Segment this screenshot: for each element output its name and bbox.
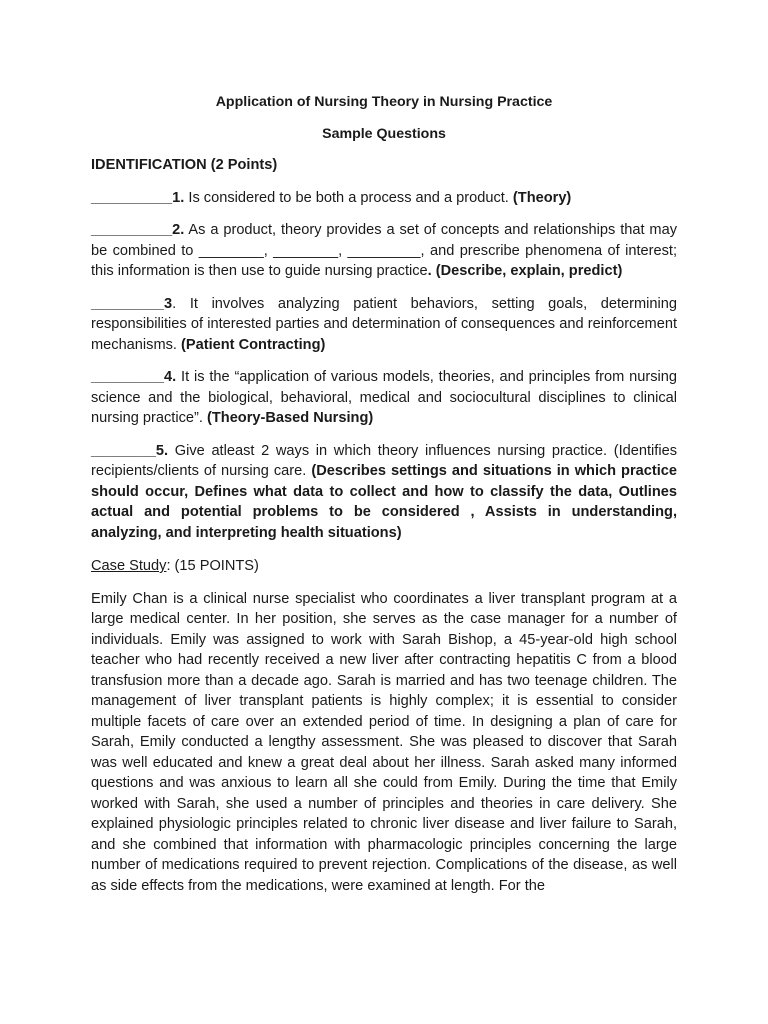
question-5: [91, 441, 677, 544]
document-subtitle: Sample Questions: [322, 125, 446, 142]
question-text: Give atleast 2 ways in which theory influences nursing practice. (Identifies recipients/clients of nursing care.: [91, 442, 677, 479]
question-blank: __________1.: [91, 189, 185, 206]
question-text: It is the “application of various models, theories, and principles from nursing science and the biological, behavioral, medical and sociocultural disciplines to clinical nursing practice”.: [91, 369, 677, 426]
case-study-points: : (15 POINTS): [166, 558, 259, 574]
case-study-paragraph: Emily Chan is a clinical nurse specialist who coordinates a liver transplant program at a large medical center. In her position, she serves as the case manager for a number of individuals. Emily was assigned to work with Sarah Bishop, a 45-year-old high school teacher who had recently received a new liver after contracting hepatitis C from a blood transfusion more than a decade ago. Sarah is married and has two teenage children. The management of liver transplant patients is highly complex; it is essential to consider multiple facets of care over an extended period of time. In designing a plan of care for Sarah, Emily conducted a lengthy assessment. She was pleased to discover that Sarah was well educated and knew a great deal about her illness. Sarah asked many informed questions and was anxious to learn all she could from Emily. During the time that Emily worked with Sarah, she used a number of principles and theories in care delivery. She explained physiologic principles related to chronic liver disease and liver failure to Sarah, and she combined that information with pharmacologic principles concerning the large number of medications required to prevent rejection. Complications of the disease, as well as side effects from the medications, were examined at length. For the: [91, 590, 677, 894]
question-answer: (Theory-Based Nursing): [207, 410, 374, 426]
question-4: [91, 367, 677, 429]
document-title: Application of Nursing Theory in Nursing Practice: [215, 94, 553, 110]
question-answer: (Theory): [512, 189, 572, 206]
question-1: [91, 188, 677, 209]
question-answer: (Patient Contracting): [181, 336, 326, 353]
question-blank: __________2.: [91, 222, 185, 238]
section-heading: IDENTIFICATION (2 Points): [91, 157, 278, 173]
question-blank: _________3: [91, 295, 173, 312]
question-2: [91, 220, 677, 282]
question-3: [91, 294, 677, 356]
question-text: Is considered to be both a process and a product.: [184, 189, 513, 206]
case-study-heading: [91, 556, 677, 577]
question-blank: ________5.: [91, 442, 169, 459]
question-answer: (Describes settings and situations in which practice should occur, Defines what data to collect and how to classify the data, Outlines actual and potential problems to be considered , Assists in understanding, analyzing, and interpreting health situations): [91, 463, 678, 541]
question-blank: _________4.: [91, 369, 177, 385]
case-study-label: Case Study: [91, 558, 167, 574]
document-page: [91, 92, 677, 896]
question-answer: . (Describe, explain, predict): [427, 263, 623, 279]
question-text: As a product, theory provides a set of concepts and relationships that may be combined to ________, ________, _________, and prescribe phenomena of interest; this information is then use to guide nursing practice: [91, 222, 677, 279]
question-text: . It involves analyzing patient behaviors, setting goals, determining responsibilities of interested parties and determination of consequences and reinforcement mechanisms.: [91, 295, 677, 353]
